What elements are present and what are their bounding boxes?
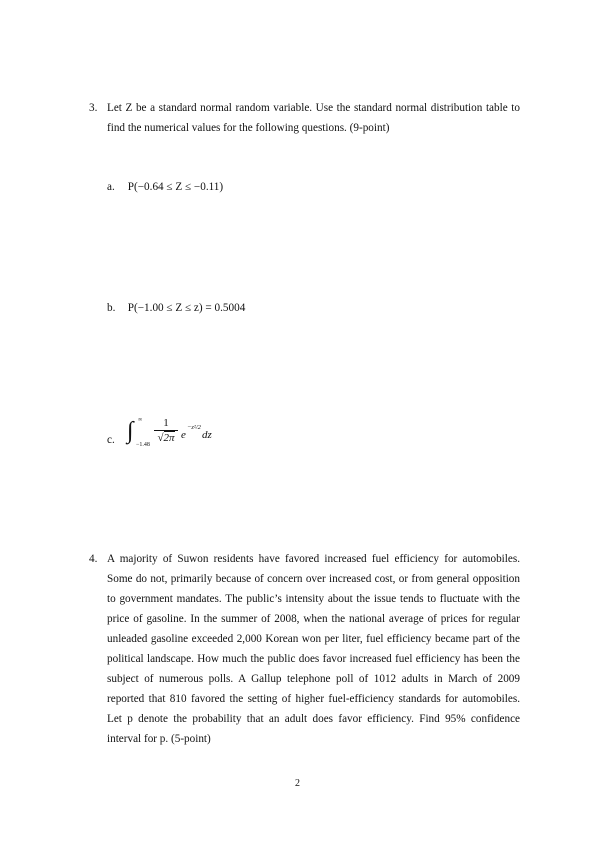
part-b-line: [107, 298, 245, 318]
problem-3-text: Let Z be a standard normal random variable. Use the standard normal distribution table to find the numerical values for the following questions. (9-point): [107, 102, 520, 134]
part-c-line: [107, 430, 125, 450]
integral-sign: ∫: [127, 418, 134, 444]
page-number: 2: [295, 778, 300, 789]
problem-4-number: 4.: [89, 553, 98, 565]
integral-upper-limit: ∞: [138, 417, 143, 423]
fraction-numerator: 1: [163, 417, 169, 429]
exponential-base: e: [181, 429, 186, 441]
exponent: −z²/2: [187, 424, 201, 431]
problem-3: [89, 98, 520, 138]
part-c-label: c.: [107, 434, 115, 446]
differential: dz: [202, 429, 212, 441]
fraction-denominator: [153, 431, 179, 446]
sqrt-sign: √: [157, 432, 164, 444]
fraction: [153, 417, 179, 446]
problem-4-text: A majority of Suwon residents have favored increased fuel efficiency for automobiles. Some do not, primarily because of concern over increased cost, or from general opposition to government mandates. The public’s intensity about the issue tends to fluctuate with the price of gasoline. In the summer of 2008, when the national average of prices for regular unleaded gasoline exceeded 2,000 Korean won per liter, fuel efficiency became part of the political landscape. How much the public does favor increased fuel efficiency has been the subject of numerous polls. A Gallup telephone poll of 1012 adults in March of 2009 reported that 810 favored the setting of higher fuel-efficiency standards for automobiles. Let p denote the probability that an adult does favor efficiency. Find 95% confidence interval for p. (5-point): [107, 553, 526, 745]
part-a-label: a.: [107, 181, 115, 193]
part-a-expression: P(−0.64 ≤ Z ≤ −0.11): [127, 181, 224, 193]
problem-4: [89, 549, 526, 749]
part-a-line: [107, 177, 223, 197]
integral-lower-limit: −1.48: [136, 442, 150, 448]
part-b-expression: P(−1.00 ≤ Z ≤ z) = 0.5004: [127, 302, 246, 314]
part-c-integral: [127, 416, 247, 456]
problem-3-number: 3.: [89, 102, 98, 114]
part-b-label: b.: [107, 302, 116, 314]
sqrt-radicand: 2π: [163, 432, 175, 444]
